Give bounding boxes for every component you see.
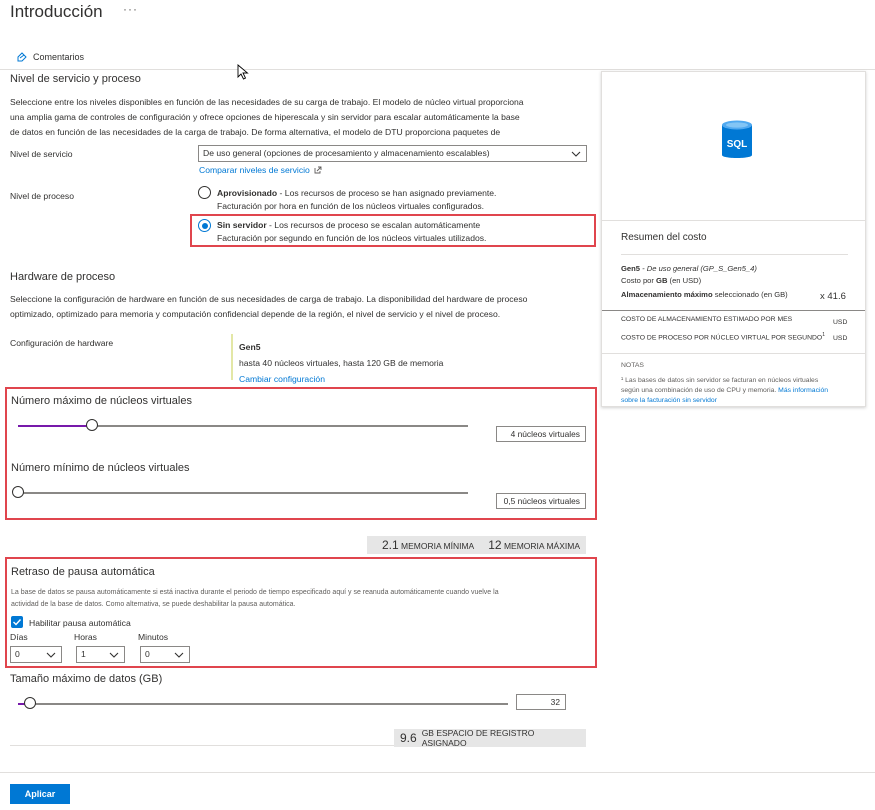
hardware-desc-line: optimizado, optimizado para memoria y computación confidencial depende de la región, el nivel de servicio y el nivel de proceso. xyxy=(10,309,501,319)
max-vcores-fill xyxy=(18,425,92,427)
memory-max-label: MEMORIA MÁXIMA xyxy=(503,541,580,551)
service-desc-line: Seleccione entre los niveles disponibles en función de las necesidades de su carga de trabajo. El modelo de núcleo virtual proporciona xyxy=(10,97,524,107)
notes-text xyxy=(621,376,861,406)
sql-database-icon xyxy=(720,119,754,161)
provisioned-radio[interactable] xyxy=(198,186,211,199)
cost-summary-card xyxy=(601,71,866,407)
cost-usd-label: (en USD) xyxy=(667,276,702,285)
min-vcores-label: Número mínimo de núcleos virtuales xyxy=(11,462,190,474)
serverless-billing: Facturación por segundo en función de los núcleos virtuales utilizados. xyxy=(217,233,487,243)
autopause-desc-line: La base de datos se pausa automáticamente si está inactiva durante el periodo de tiempo especificado aquí y se reanuda automáticamente cuando vuelve la xyxy=(11,589,499,596)
serverless-billing-link-cont[interactable]: sobre la facturación sin servidor xyxy=(621,397,717,404)
min-vcores-value[interactable]: 0,5 núcleos virtuales xyxy=(496,493,586,509)
service-section-title: Nivel de servicio y proceso xyxy=(10,73,141,85)
autopause-checkbox[interactable] xyxy=(11,616,23,628)
cost-per-label: Costo por xyxy=(621,276,657,285)
mouse-cursor-icon xyxy=(237,64,249,80)
chevron-down-icon xyxy=(174,650,184,660)
autopause-description xyxy=(11,587,591,611)
storage-max-label: Almacenamiento máximo xyxy=(621,290,713,299)
serverless-radio[interactable] xyxy=(198,219,211,232)
compare-tiers-label: Comparar niveles de servicio xyxy=(199,165,310,175)
memory-max-value: 12 xyxy=(488,538,502,552)
note-line: ¹ Las bases de datos sin servidor se facturan en núcleos virtuales xyxy=(621,377,819,384)
memory-min-label: MEMORIA MÍNIMA xyxy=(401,541,475,551)
feedback-button[interactable] xyxy=(16,51,84,63)
card-divider xyxy=(602,353,865,354)
days-value: 0 xyxy=(15,649,20,659)
hardware-description xyxy=(10,292,600,322)
service-tier-label: Nivel de servicio xyxy=(10,149,73,159)
max-vcores-value[interactable]: 4 núcleos virtuales xyxy=(496,426,586,442)
card-divider xyxy=(602,310,865,311)
cost-gen-desc: - De uso general (GP_S_Gen5_4) xyxy=(640,264,757,273)
compute-cost-text: COSTO DE PROCESO POR NÚCLEO VIRTUAL POR SEGUNDO xyxy=(621,334,823,342)
hardware-section-title: Hardware de proceso xyxy=(10,271,116,283)
notes-title: NOTAS xyxy=(621,362,644,369)
compare-tiers-link[interactable] xyxy=(199,165,322,175)
memory-summary xyxy=(367,536,586,554)
service-tier-value: De uso general (opciones de procesamiento y almacenamiento escalables) xyxy=(203,148,490,158)
provisioned-title: Aprovisionado xyxy=(217,188,278,198)
feedback-label: Comentarios xyxy=(33,52,85,62)
cost-gen: Gen5 xyxy=(621,264,640,273)
card-divider xyxy=(602,220,865,221)
compute-cost-sup: 1 xyxy=(822,332,825,338)
max-data-size-label: Tamaño máximo de datos (GB) xyxy=(10,673,163,685)
compute-cost-usd: USD xyxy=(833,335,848,342)
external-link-icon xyxy=(314,166,322,174)
service-description xyxy=(10,95,600,140)
page-title: Introducción xyxy=(10,2,103,21)
minutes-value: 0 xyxy=(145,649,150,659)
data-size-track[interactable] xyxy=(18,703,508,705)
compute-cost-label xyxy=(621,332,825,341)
hardware-desc-line: Seleccione la configuración de hardware en función de sus necesidades de carga de trabajo. La disponibilidad del hardware de proceso xyxy=(10,294,528,304)
autopause-checkbox-label: Habilitar pausa automática xyxy=(29,618,131,628)
hours-value: 1 xyxy=(81,649,86,659)
serverless-title: Sin servidor xyxy=(217,220,267,230)
footer-divider xyxy=(0,772,875,773)
min-vcores-track[interactable] xyxy=(18,492,468,494)
card-divider xyxy=(621,254,848,255)
max-vcores-label: Número máximo de núcleos virtuales xyxy=(11,395,192,407)
est-storage-label: COSTO DE ALMACENAMIENTO ESTIMADO POR MES xyxy=(621,316,793,323)
serverless-desc: - Los recursos de proceso se escalan automáticamente xyxy=(266,220,481,230)
minutes-label: Minutos xyxy=(138,632,169,642)
apply-button[interactable]: Aplicar xyxy=(10,784,70,804)
note-line: según una combinación de uso de CPU y memoria. xyxy=(621,387,779,394)
storage-multiplier: x 41.6 xyxy=(820,291,846,302)
service-tier-dropdown[interactable] xyxy=(198,145,587,162)
autopause-title: Retraso de pausa automática xyxy=(11,566,155,578)
log-space-label: GB ESPACIO DE REGISTRO ASIGNADO xyxy=(421,728,535,748)
chevron-down-icon xyxy=(571,149,581,159)
log-space-value: 9.6 xyxy=(400,731,417,745)
hours-dropdown[interactable] xyxy=(76,646,125,663)
service-desc-line: una amplia gama de controles de configuración y ofrece opciones de hiperescala y sin servidor para escalar automáticamente la base xyxy=(10,112,520,122)
service-desc-line: de datos en función de las necesidades de la carga de trabajo. De forma alternativa, el modelo de DTU proporciona paquetes de xyxy=(10,127,501,137)
hardware-gen-desc: hasta 40 núcleos virtuales, hasta 120 GB de memoria xyxy=(239,358,444,368)
chevron-down-icon xyxy=(109,650,119,660)
cost-gb: GB xyxy=(656,276,668,285)
log-space-summary xyxy=(394,729,586,747)
hours-label: Horas xyxy=(74,632,97,642)
data-size-value[interactable]: 32 xyxy=(516,694,566,710)
serverless-billing-link[interactable]: Más información xyxy=(778,387,829,394)
est-storage-usd: USD xyxy=(833,319,848,326)
cost-per-gb-line xyxy=(621,276,701,285)
max-vcores-slider-thumb[interactable] xyxy=(86,419,98,431)
provisioned-billing: Facturación por hora en función de los núcleos virtuales configurados. xyxy=(217,201,485,211)
checkmark-icon xyxy=(11,616,23,628)
chevron-down-icon xyxy=(46,650,56,660)
min-vcores-slider-thumb[interactable] xyxy=(12,486,24,498)
provisioned-desc: - Los recursos de proceso se han asignado previamente. xyxy=(277,188,497,198)
storage-sel-label: seleccionado (en GB) xyxy=(712,290,788,299)
minutes-dropdown[interactable] xyxy=(140,646,190,663)
cost-summary-title: Resumen del costo xyxy=(621,232,707,243)
compute-tier-label: Nivel de proceso xyxy=(10,191,75,201)
header-divider xyxy=(0,69,875,70)
feedback-icon xyxy=(16,51,28,63)
hardware-config-label: Configuración de hardware xyxy=(10,338,114,348)
cost-sku-line xyxy=(621,264,757,273)
autopause-desc-line: actividad de la base de datos. Como alternativa, se puede deshabilitar la pausa automática. xyxy=(11,601,296,608)
hardware-gen: Gen5 xyxy=(239,342,261,352)
days-label: Días xyxy=(10,632,28,642)
sql-icon-text: SQL xyxy=(726,139,748,150)
memory-min-value: 2.1 xyxy=(381,538,399,552)
provisioned-option xyxy=(217,187,587,213)
hardware-accent-bar xyxy=(231,334,233,380)
serverless-option xyxy=(217,219,587,245)
more-options-button[interactable]: ··· xyxy=(123,2,138,16)
storage-max-line xyxy=(621,290,788,299)
hardware-config xyxy=(239,339,443,387)
data-size-slider-thumb[interactable] xyxy=(24,697,36,709)
change-config-link[interactable]: Cambiar configuración xyxy=(239,374,325,384)
days-dropdown[interactable] xyxy=(10,646,62,663)
